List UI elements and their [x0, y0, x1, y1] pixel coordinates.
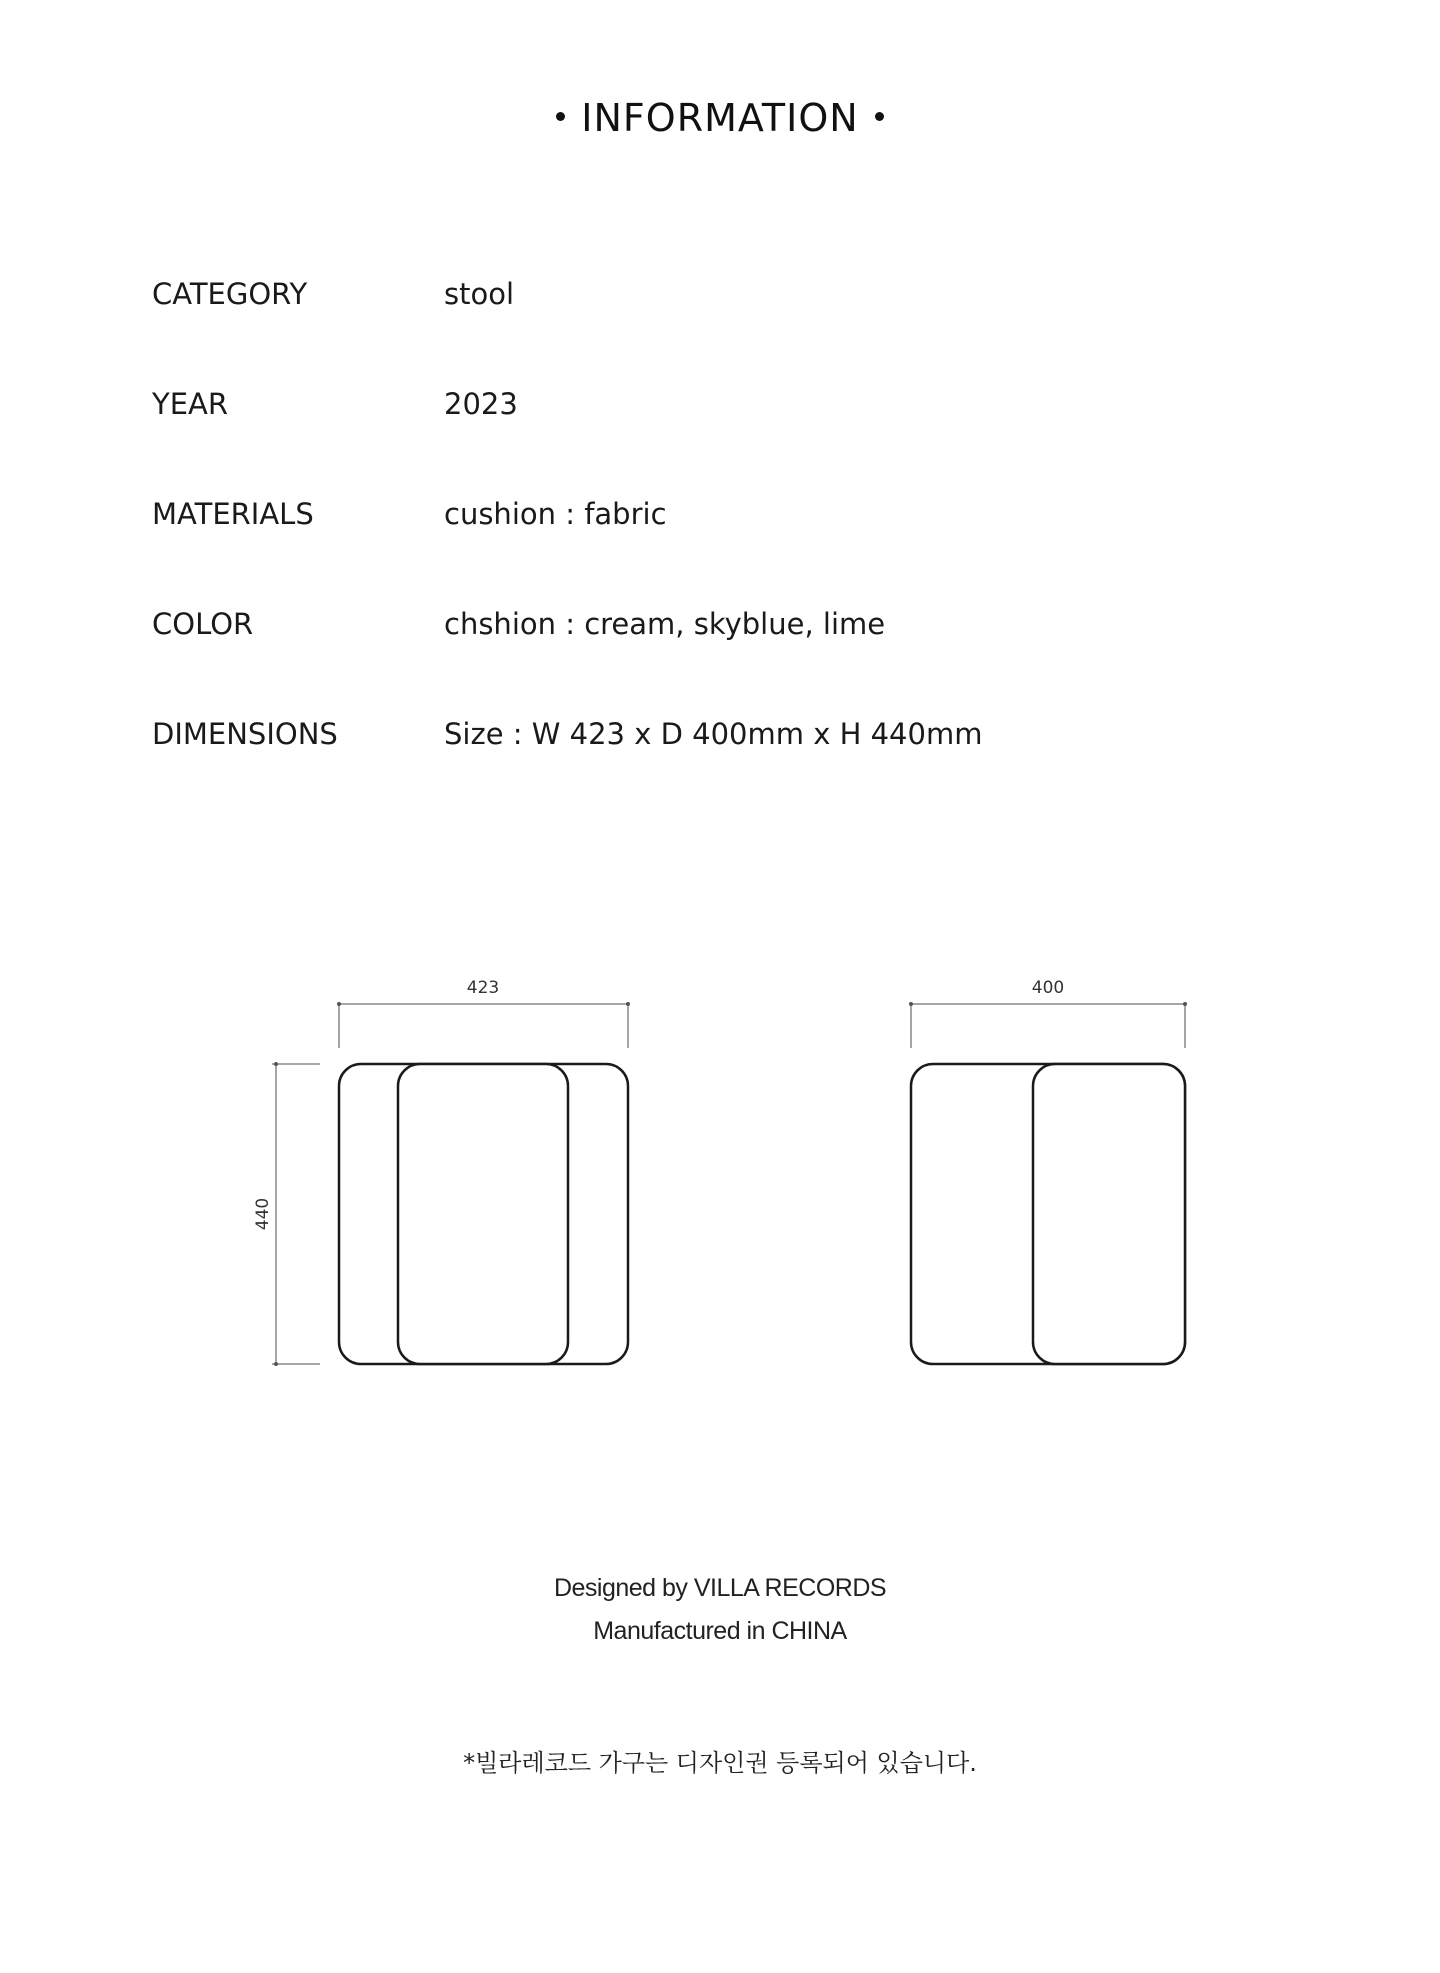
info-label: COLOR — [152, 607, 254, 641]
side-view-drawing — [909, 978, 1187, 1364]
designed-by-text: Designed by VILLA RECORDS — [553, 1574, 887, 1602]
info-label: YEAR — [152, 387, 229, 421]
manufactured-text: Manufactured in CHINA — [593, 1617, 847, 1645]
info-value: 2023 — [444, 387, 518, 421]
info-value: Size : W 423 x D 400mm x H 440mm — [444, 717, 983, 751]
page-title-text: INFORMATION — [581, 96, 859, 140]
front-view-drawing — [253, 978, 630, 1366]
info-value: stool — [444, 277, 515, 311]
info-value: chshion : cream, skyblue, lime — [444, 607, 886, 641]
front-width-label: 423 — [466, 978, 500, 998]
info-label: DIMENSIONS — [152, 717, 338, 751]
page-title — [0, 96, 1440, 140]
info-label: MATERIALS — [152, 497, 314, 531]
info-label: CATEGORY — [152, 277, 308, 311]
bullet-dot-icon — [875, 112, 884, 121]
design-registration-note: *빌라레코드 가구는 디자인권 등록되어 있습니다. — [463, 1749, 977, 1777]
bullet-dot-icon — [556, 112, 565, 121]
front-height-label: 440 — [253, 1197, 273, 1231]
side-width-label: 400 — [1031, 978, 1065, 998]
info-value: cushion : fabric — [444, 497, 667, 531]
dimension-drawings — [0, 970, 1440, 1390]
